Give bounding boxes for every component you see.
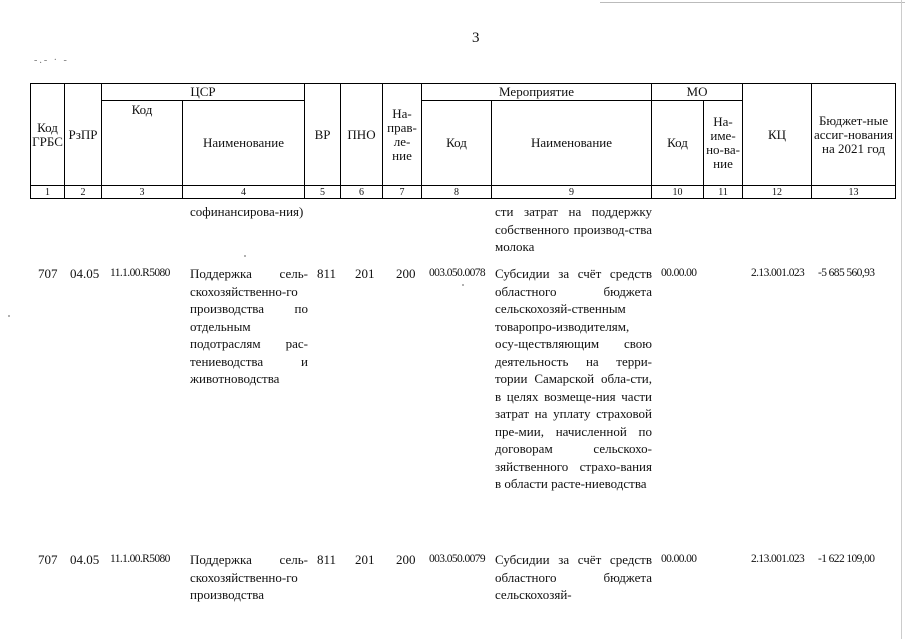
header-csr: ЦСР <box>102 84 305 101</box>
mo-code: 00.00.00 <box>661 553 697 565</box>
continuation-csr-name: софинансирова-ния) <box>190 204 304 219</box>
header-mo-name: На-име-но-ва-ние <box>704 101 743 186</box>
col-number: 8 <box>422 186 492 199</box>
csr-code: 11.1.00.R5080 <box>110 267 170 279</box>
scan-specks: -.- · - <box>34 55 69 66</box>
header-kc: КЦ <box>743 84 812 186</box>
mo-code: 00.00.00 <box>661 267 697 279</box>
budget: -1 622 109,00 <box>818 553 875 565</box>
col-number: 9 <box>492 186 652 199</box>
scan-right-edge <box>901 0 902 639</box>
header-grbs: Код ГРБС <box>31 84 65 186</box>
event-code: 003.050.0078 <box>429 267 486 279</box>
col-number: 2 <box>65 186 102 199</box>
header-csr-code: Код <box>102 101 183 186</box>
header-mo: МО <box>652 84 743 101</box>
csr-code: 11.1.00.R5080 <box>110 553 170 565</box>
header-event-name: Наименование <box>492 101 652 186</box>
scan-dot <box>462 284 464 286</box>
header-csr-name: Наименование <box>183 101 305 186</box>
rzpr: 04.05 <box>70 552 100 567</box>
csr-name: Поддержка сель-скохозяйственно-го производства по отдельным подотраслям рас-тениеводства и животноводства <box>190 266 308 386</box>
header-rzpr: РзПР <box>65 84 102 186</box>
vr: 811 <box>317 552 337 567</box>
page-number: 3 <box>472 30 480 46</box>
header-vr: ВР <box>305 84 341 186</box>
col-number: 7 <box>383 186 422 199</box>
col-number: 6 <box>341 186 383 199</box>
col-number: 1 <box>31 186 65 199</box>
col-number: 3 <box>102 186 183 199</box>
pno: 201 <box>355 266 375 281</box>
col-number: 5 <box>305 186 341 199</box>
kc: 2.13.001.023 <box>751 553 805 565</box>
grbs: 707 <box>38 552 58 567</box>
header-budget: Бюджет-ные ассиг-нования на 2021 год <box>812 84 896 186</box>
direction: 200 <box>396 266 416 281</box>
event-name: Субсидии за счёт средств областного бюджета сельскохозяй-ственным товаропро-изводителям, осу-ществляющим свою деятельность на терри-тории Самарской обла-сти, в целях возмеще-ния части затрат на уплату страховой пре-мии, начисленной по договорам сельскохо-зяйственного страхо-вания в области расте-ниеводства <box>495 266 652 491</box>
header-mo-code: Код <box>652 101 704 186</box>
continuation-event-name: сти затрат на поддержку собственного производ-ства молока <box>495 204 652 254</box>
col-number: 11 <box>704 186 743 199</box>
grbs: 707 <box>38 266 58 281</box>
csr-name: Поддержка сель-скохозяйственно-го производства <box>190 552 308 602</box>
col-number: 10 <box>652 186 704 199</box>
header-pno: ПНО <box>341 84 383 186</box>
header-event: Мероприятие <box>422 84 652 101</box>
col-number: 13 <box>812 186 896 199</box>
header-direction: На-прав-ле-ние <box>383 84 422 186</box>
pno: 201 <box>355 552 375 567</box>
scan-top-edge <box>600 2 905 3</box>
event-name: Субсидии за счёт средств областного бюджета сельскохозяй- <box>495 552 652 602</box>
table-header <box>30 83 896 199</box>
vr: 811 <box>317 266 337 281</box>
scan-dot <box>244 255 246 257</box>
header-event-code: Код <box>422 101 492 186</box>
budget: -5 685 560,93 <box>818 267 875 279</box>
col-number: 4 <box>183 186 305 199</box>
scan-dot <box>8 315 10 317</box>
kc: 2.13.001.023 <box>751 267 805 279</box>
direction: 200 <box>396 552 416 567</box>
col-number: 12 <box>743 186 812 199</box>
event-code: 003.050.0079 <box>429 553 486 565</box>
rzpr: 04.05 <box>70 266 100 281</box>
